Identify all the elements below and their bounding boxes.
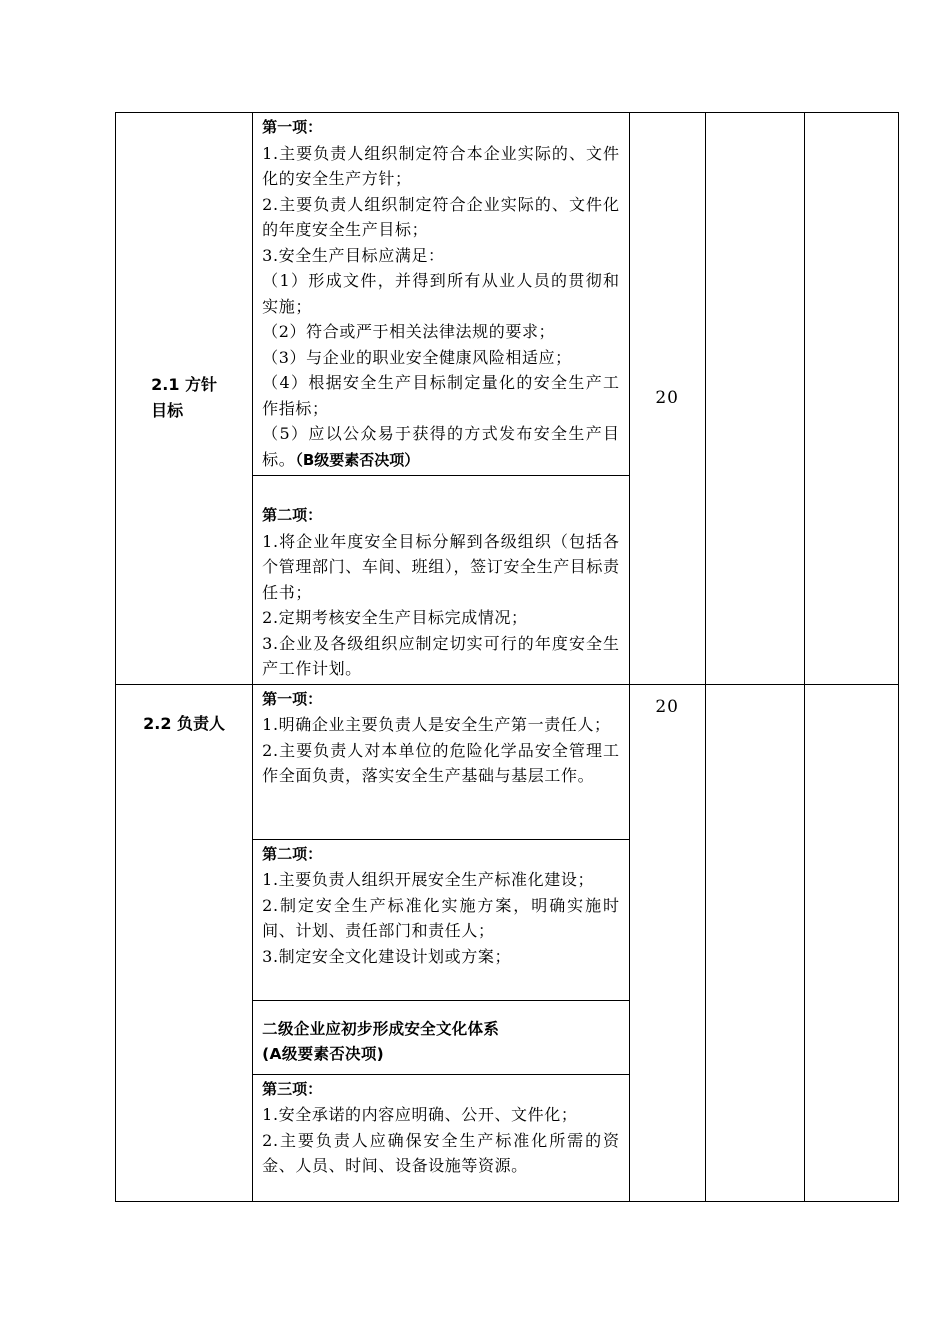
block-line: 3.制定安全文化建设计划或方案； [262,946,512,966]
content-block-2-2-2 [253,839,629,1000]
table-row [116,113,899,476]
table-row [116,684,899,839]
item-cell-2-2 [116,684,253,1201]
empty-cell [705,684,804,1201]
veto-line: (A级要素否决项) [262,1045,385,1063]
block-line: （3）与企业的职业安全健康风险相适应； [262,347,572,367]
block-heading: 第三项： [262,1079,323,1098]
item-cell-2-1 [116,113,253,685]
block-line: 1.明确企业主要负责人是安全生产第一责任人； [262,715,611,734]
block-line: 1.主要负责人组织制定符合本企业实际的、文件化的安全生产方针； [262,143,620,188]
block-line: 2.主要负责人组织制定符合企业实际的、文件化的年度安全生产目标； [262,194,620,239]
block-line: 1.主要负责人组织开展安全生产标准化建设； [262,870,595,889]
block-line: （4）根据安全生产目标制定量化的安全生产工作指标； [262,373,620,418]
block-line [262,421,619,473]
empty-cell [705,113,804,685]
block-line: （1）形成文件，并得到所有从业人员的贯彻和实施； [262,271,620,316]
score-value: 20 [655,696,679,717]
score-cell-2-1 [629,113,705,685]
content-block-2-2-3 [253,1000,629,1074]
block-line: 2.制定安全生产标准化实施方案，明确实施时间、计划、责任部门和责任人； [262,895,620,940]
veto-note: （B级要素否决项） [295,450,420,469]
content-block-2-2-1 [253,684,629,839]
score-value: 20 [655,388,679,409]
block-line: 1.将企业年度安全目标分解到各级组织（包括各个管理部门、车间、班组），签订安全生产目标责任书； [262,531,620,602]
block-line: （2）符合或严于相关法律法规的要求； [262,322,556,341]
block-heading: 第二项： [262,506,323,524]
block-line: 1.安全承诺的内容应明确、公开、文件化； [262,1105,578,1124]
block-line: 3.企业及各级组织应制定切实可行的年度安全生产工作计划。 [262,633,620,678]
block-heading: 第一项： [262,689,323,708]
content-block-2-2-4 [253,1074,629,1201]
block-line: 3.安全生产目标应满足： [262,245,445,265]
score-cell-2-2 [629,684,705,1201]
content-block-2-1-2 [253,476,629,685]
item-label: 2.2 负责人 [143,713,226,733]
veto-line: 二级企业应初步形成安全文化体系 [262,1019,500,1038]
block-line: 2.定期考核安全生产目标完成情况； [262,608,528,627]
block-line-text: （5）应以公众易于获得的方式发布安全生产目标。 [262,424,620,469]
item-label: 2.1 方针 目标 [151,375,218,421]
block-line: 2.主要负责人应确保安全生产标准化所需的资金、人员、时间、设备设施等资源。 [262,1130,620,1175]
empty-cell [804,684,898,1201]
block-line: 2.主要负责人对本单位的危险化学品安全管理工作全面负责，落实安全生产基础与基层工作。 [262,740,620,785]
standard-table [115,112,899,1202]
block-heading: 第二项： [262,844,323,863]
content-block-2-1-1 [253,113,629,476]
empty-cell [804,113,898,685]
block-heading: 第一项： [262,118,323,136]
